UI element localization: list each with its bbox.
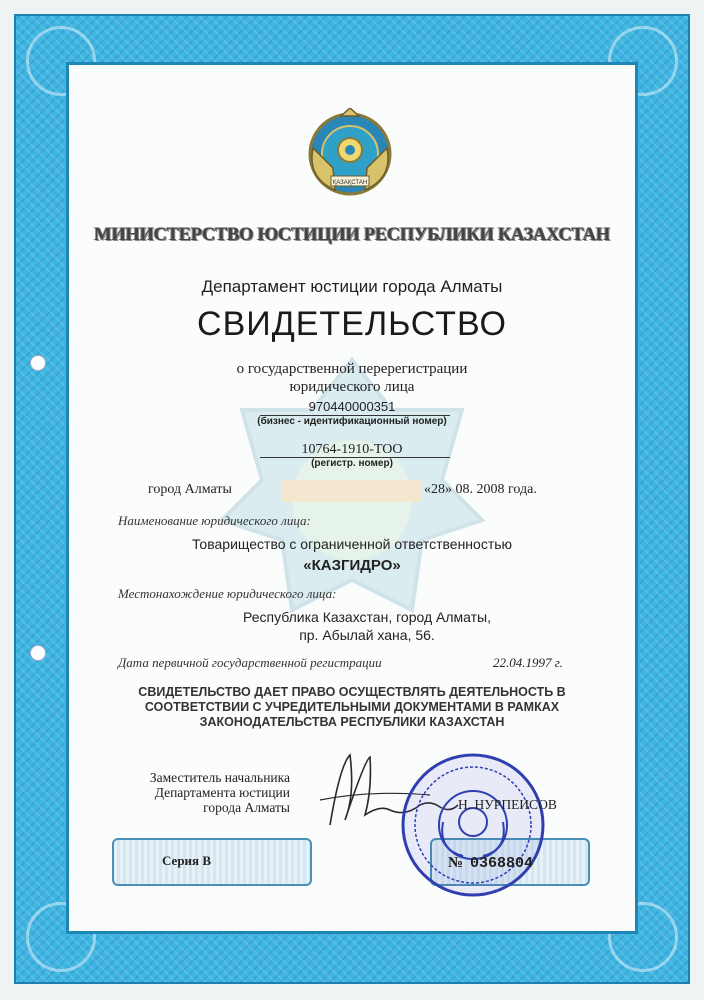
entity-name-label: Наименование юридического лица: bbox=[118, 513, 311, 528]
bin-value: 970440000351 bbox=[308, 399, 396, 414]
subtitle-line-2: юридического лица bbox=[289, 379, 415, 395]
signer-position-line-2: Департамента юстиции bbox=[154, 785, 290, 800]
entity-name: «КАЗГИДРО» bbox=[303, 557, 401, 574]
reg-number-value: 10764-1910-ТОО bbox=[301, 442, 403, 457]
entity-location-label: Местонахождение юридического лица: bbox=[118, 586, 337, 601]
bin-label: (бизнес - идентификационный номер) bbox=[257, 416, 447, 427]
rights-line-1: СВИДЕТЕЛЬСТВО ДАЕТ ПРАВО ОСУЩЕСТВЛЯТЬ ДЕЯТЕЛЬНОСТЬ В bbox=[138, 685, 566, 699]
address-line-1: Республика Казахстан, город Алматы, bbox=[242, 609, 491, 625]
rights-line-3: ЗАКОНОДАТЕЛЬСТВА РЕСПУБЛИКИ КАЗАХСТАН bbox=[199, 715, 505, 729]
certificate-subtitle bbox=[66, 360, 638, 396]
official-stamp-icon bbox=[398, 750, 548, 900]
address-line-2: пр. Абылай хана, 56. bbox=[299, 627, 435, 643]
series-panel bbox=[112, 838, 312, 886]
number-prefix: № bbox=[448, 855, 464, 871]
signer-position bbox=[120, 770, 290, 815]
punch-hole-icon bbox=[30, 355, 46, 371]
issue-date: «28» 08. 2008 года. bbox=[424, 482, 537, 497]
signer-name: Н. НУРПЕИСОВ bbox=[458, 797, 557, 812]
certificate-number: 0368804 bbox=[470, 855, 534, 872]
first-registration-date: 22.04.1997 г. bbox=[493, 655, 563, 670]
first-registration-label: Дата первичной государственной регистрации bbox=[118, 655, 382, 670]
issue-city: город Алматы bbox=[148, 482, 232, 497]
subtitle-line-1: о государственной перерегистрации bbox=[236, 361, 468, 377]
page-title: СВИДЕТЕЛЬСТВО bbox=[197, 305, 507, 343]
ministry-title: МИНИСТЕРСТВО ЮСТИЦИИ РЕСПУБЛИКИ КАЗАХСТАН bbox=[94, 225, 610, 245]
series-label: Серия В bbox=[162, 853, 211, 868]
rights-line-2: СООТВЕТСТВИИ С УЧРЕДИТЕЛЬНЫМИ ДОКУМЕНТАМИ В РАМКАХ bbox=[144, 700, 560, 714]
signer-position-line-3: города Алматы bbox=[203, 800, 290, 815]
rights-statement bbox=[66, 685, 638, 730]
department-title: Департамент юстиции города Алматы bbox=[201, 277, 503, 296]
reg-number-label: (регистр. номер) bbox=[311, 458, 393, 469]
signer-position-line-1: Заместитель начальника bbox=[149, 770, 290, 785]
emblem-label: ҚАЗАҚСТАН bbox=[332, 180, 368, 186]
entity-type: Товарищество с ограниченной ответственностью bbox=[191, 536, 513, 552]
punch-hole-icon bbox=[30, 645, 46, 661]
state-emblem-icon bbox=[305, 108, 395, 200]
